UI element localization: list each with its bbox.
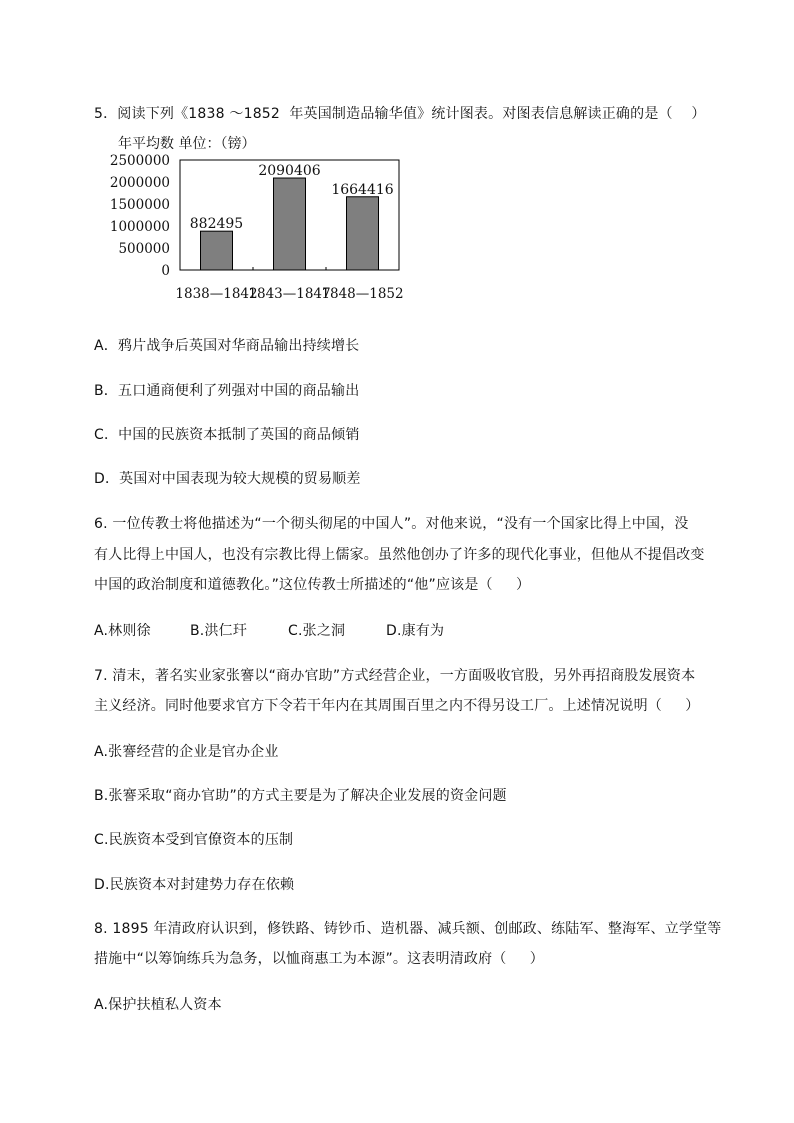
y-tick-label: 2000000 bbox=[109, 175, 170, 191]
y-tick-label: 1000000 bbox=[109, 219, 170, 235]
question-8-stem-line-1: 8. 1895 年清政府认识到，修铁路、铸钞币、造机器、减兵额、创邮政、练陆军、整海军、立学堂等 bbox=[94, 921, 722, 937]
bars bbox=[190, 163, 394, 270]
q6-option-b[interactable]: B.洪仁玕 bbox=[190, 623, 248, 639]
q6-option-a[interactable]: A.林则徐 bbox=[94, 623, 151, 639]
q5-option-d[interactable]: D．英国对中国表现为较大规模的贸易顺差 bbox=[94, 471, 361, 487]
question-7-stem-line-1: 7. 清末，著名实业家张謇以“商办官助”方式经营企业，一方面吸收官股，另外再招商股发展资本 bbox=[94, 668, 696, 684]
x-tick-label: 1838—1842 bbox=[175, 286, 258, 302]
bar bbox=[201, 231, 233, 270]
export-bar-chart bbox=[100, 128, 430, 306]
bar bbox=[347, 197, 379, 270]
question-8-stem-line-2: 措施中“以筹饷练兵为急务，以恤商惠工为本源”。这表明清政府（ ） bbox=[94, 951, 544, 967]
bar bbox=[274, 178, 306, 270]
q7-option-a[interactable]: A.张謇经营的企业是官办企业 bbox=[94, 744, 279, 760]
q6-option-c[interactable]: C.张之洞 bbox=[288, 623, 346, 639]
q5-option-b[interactable]: B．五口通商便利了列强对中国的商品输出 bbox=[94, 383, 360, 399]
x-axis bbox=[175, 267, 403, 302]
y-tick-label: 0 bbox=[161, 263, 170, 279]
bar-data-label: 2090406 bbox=[258, 163, 321, 180]
q6-options bbox=[94, 620, 444, 640]
q5-option-c[interactable]: C．中国的民族资本抵制了英国的商品倾销 bbox=[94, 427, 360, 443]
question-5-stem: 5．阅读下列《1838 ～1852 年英国制造品输华值》统计图表。对图表信息解读正确的是（ ） bbox=[94, 106, 706, 122]
bar-data-label: 1664416 bbox=[331, 181, 394, 198]
q6-option-d[interactable]: D.康有为 bbox=[386, 623, 445, 639]
question-7-stem-line-2: 主义经济。同时他要求官方下令若干年内在其周围百里之内不得另设工厂。上述情况说明（ ） bbox=[94, 698, 700, 714]
question-6-stem-line-2: 有人比得上中国人，也没有宗教比得上儒家。虽然他创办了许多的现代化事业，但他从不提倡改变 bbox=[94, 547, 705, 563]
y-tick-label: 1500000 bbox=[109, 197, 170, 213]
y-tick-label: 2500000 bbox=[109, 153, 170, 169]
q8-option-a[interactable]: A.保护扶植私人资本 bbox=[94, 997, 222, 1013]
bar-data-label: 882495 bbox=[189, 216, 244, 233]
q7-option-b[interactable]: B.张謇采取“商办官助”的方式主要是为了解决企业发展的资金问题 bbox=[94, 788, 507, 804]
q7-option-c[interactable]: C.民族资本受到官僚资本的压制 bbox=[94, 832, 294, 848]
question-6-stem-line-1: 6. 一位传教士将他描述为“一个彻头彻尾的中国人”。对他来说，“没有一个国家比得上中国，没 bbox=[94, 516, 689, 532]
question-6-stem-line-3: 中国的政治制度和道德教化。”这位传教士所描述的“他”应该是（ ） bbox=[94, 577, 531, 593]
y-tick-label: 500000 bbox=[118, 241, 170, 257]
x-tick-label: 1848—1852 bbox=[321, 286, 404, 302]
chart-title: 年平均数 单位：（镑） bbox=[118, 136, 256, 152]
q7-option-d[interactable]: D.民族资本对封建势力存在依赖 bbox=[94, 877, 295, 893]
q5-option-a[interactable]: A．鸦片战争后英国对华商品输出持续增长 bbox=[94, 338, 360, 354]
x-tick-label: 1843—1847 bbox=[248, 286, 331, 302]
y-axis bbox=[110, 153, 170, 279]
